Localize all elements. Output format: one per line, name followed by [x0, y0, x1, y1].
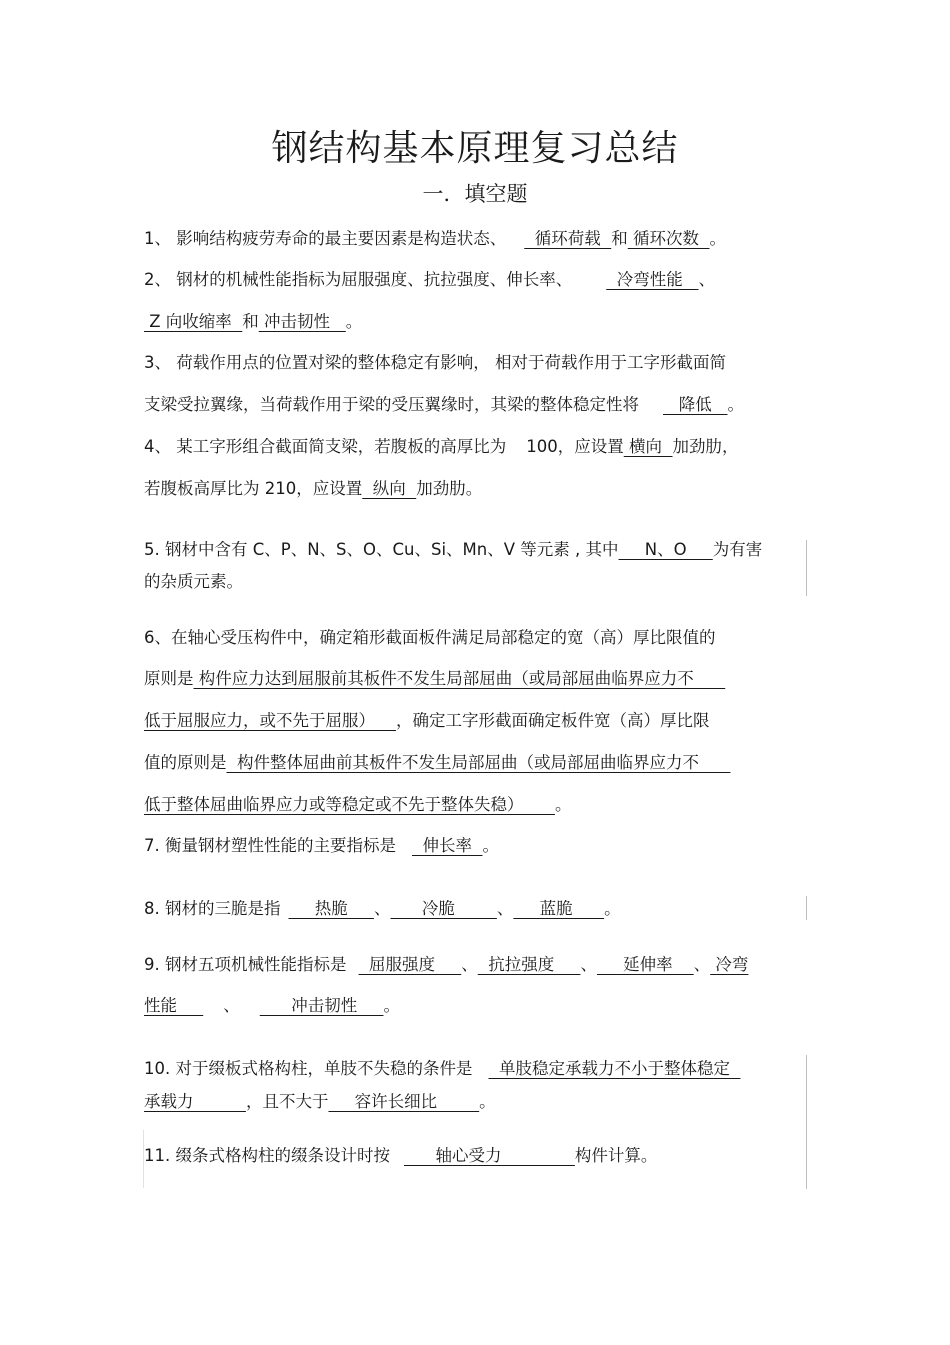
q4-value-1: 100，应设置	[526, 437, 624, 456]
question-8	[144, 897, 621, 921]
q6-text-3: 值的原则是	[144, 753, 227, 772]
q10-text: 10. 对于缀板式格构柱，单肢不失稳的条件是	[144, 1059, 473, 1078]
q10-answer-1-cont: 承载力	[144, 1092, 246, 1111]
q9-answer-1: 屈服强度	[358, 955, 462, 974]
q10-text-2: ，且不大于	[245, 1092, 329, 1111]
q1-answer-2: 循环次数	[627, 229, 710, 248]
question-9-cont	[144, 994, 400, 1018]
q5-answer: N、O	[618, 540, 713, 559]
q9-sep-3: 、	[693, 955, 711, 974]
q8-answer-2: 冷脆	[390, 899, 497, 918]
q8-end: 。	[604, 899, 621, 918]
q9-text: 9. 钢材五项机械性能指标是	[144, 955, 347, 974]
margin-line	[806, 540, 807, 596]
question-11	[144, 1144, 657, 1168]
q4-mid: 加劲肋，	[672, 437, 739, 456]
question-1	[144, 227, 726, 251]
question-7	[144, 834, 499, 858]
question-5-cont: 的杂质元素。	[144, 572, 243, 591]
q9-answer-4-cont: 性能	[144, 996, 204, 1015]
q11-answer: 轴心受力	[404, 1146, 575, 1165]
q2-answer-3: 冲击韧性	[258, 312, 346, 331]
section-heading: 一．填空题	[422, 182, 528, 206]
q2-text: 2、 钢材的机械性能指标为屈服强度、抗拉强度、伸长率、	[144, 270, 573, 289]
q9-answer-2: 抗拉强度	[477, 955, 581, 974]
q8-text: 8. 钢材的三脆是指	[144, 899, 281, 918]
question-3-cont	[144, 393, 744, 417]
q2-end: 。	[345, 312, 363, 331]
q9-answer-4: 冷弯	[710, 955, 749, 974]
q11-text: 11. 缀条式格构柱的缀条设计时按	[144, 1146, 390, 1165]
q4-answer-1: 横向	[623, 437, 673, 456]
question-2	[144, 268, 715, 292]
question-6: 6、在轴心受压构件中，确定箱形截面板件满足局部稳定的宽（高）厚比限值的	[144, 628, 716, 647]
question-10	[144, 1057, 740, 1081]
question-2-cont	[144, 310, 362, 334]
q4-text-2: 若腹板高厚比为 210，应设置	[144, 479, 363, 498]
question-4-cont	[144, 477, 482, 501]
q6-end: 。	[554, 795, 572, 814]
q7-answer: 伸长率	[412, 836, 483, 855]
question-6-line-4	[144, 751, 730, 775]
q2-answer-1: 冷弯性能	[606, 270, 699, 289]
question-6-line-3	[144, 709, 709, 733]
q8-sep-2: 、	[496, 899, 514, 918]
q4-text: 4、 某工字形组合截面简支梁，若腹板的高厚比为	[144, 437, 507, 456]
question-4	[144, 435, 739, 459]
q9-answer-5: 冲击韧性	[259, 996, 384, 1015]
q1-end: 。	[709, 229, 726, 248]
q7-text: 7. 衡量钢材塑性性能的主要指标是	[144, 836, 396, 855]
q9-sep-2: 、	[580, 955, 597, 974]
page-title: 钢结构基本原理复习总结	[271, 128, 679, 169]
q4-end: 加劲肋。	[416, 479, 483, 498]
q1-answer-1: 循环荷载	[524, 229, 612, 248]
q1-and: 和	[611, 229, 628, 248]
q6-text-2: ，确定工字形截面确定板件宽（高）厚比限	[395, 711, 710, 730]
q9-end: 。	[383, 996, 400, 1015]
question-9	[144, 953, 748, 977]
q6-text: 原则是	[144, 669, 194, 688]
q9-answer-3: 延伸率	[596, 955, 694, 974]
q6-answer-2-cont: 低于整体屈曲临界应力或等稳定或不先于整体失稳）	[144, 795, 555, 814]
q1-text: 1、 影响结构疲劳寿命的最主要因素是构造状态、	[144, 229, 507, 248]
q3-end: 。	[727, 395, 744, 414]
q7-end: 。	[482, 836, 499, 855]
q6-answer-1-cont: 低于屈服应力，或不先于屈服）	[144, 711, 396, 730]
q10-answer-1: 单肢稳定承载力不小于整体稳定	[488, 1059, 741, 1078]
q10-answer-2: 容许长细比	[328, 1092, 480, 1111]
q5-mid: 为有害	[712, 540, 763, 559]
q9-sep-4: 、	[223, 996, 240, 1015]
q3-text: 支梁受拉翼缘，当荷载作用于梁的受压翼缘时，其梁的整体稳定性将	[144, 395, 639, 414]
q6-answer-2: 构件整体屈曲前其板件不发生局部屈曲（或局部屈曲临界应力不	[226, 753, 731, 772]
q3-answer: 降低	[663, 395, 728, 414]
q2-and: 和	[242, 312, 259, 331]
q5-text: 5. 钢材中含有 C、P、N、S、O、Cu、Si、Mn、V 等元素 , 其中	[144, 540, 619, 559]
question-6-line-5	[144, 793, 571, 817]
question-10-cont	[144, 1090, 496, 1114]
q2-sep: 、	[698, 270, 715, 289]
q10-end: 。	[479, 1092, 496, 1111]
q6-answer-1: 构件应力达到屈服前其板件不发生局部屈曲（或局部屈曲临界应力不	[193, 669, 726, 688]
margin-line	[806, 1055, 807, 1189]
q8-answer-1: 热脆	[288, 899, 374, 918]
q2-answer-2: Z 向收缩率	[144, 312, 243, 331]
q8-sep-1: 、	[373, 899, 391, 918]
question-5	[144, 538, 762, 562]
q8-answer-3: 蓝脆	[513, 899, 605, 918]
question-3: 3、 荷载作用点的位置对梁的整体稳定有影响， 相对于荷载作用于工字形截面简	[144, 353, 726, 372]
question-6-line-2	[144, 667, 725, 691]
margin-line	[806, 896, 807, 920]
margin-line	[143, 1130, 144, 1188]
q4-answer-2: 纵向	[362, 479, 417, 498]
q9-sep-1: 、	[461, 955, 478, 974]
q11-end: 构件计算。	[574, 1146, 658, 1165]
